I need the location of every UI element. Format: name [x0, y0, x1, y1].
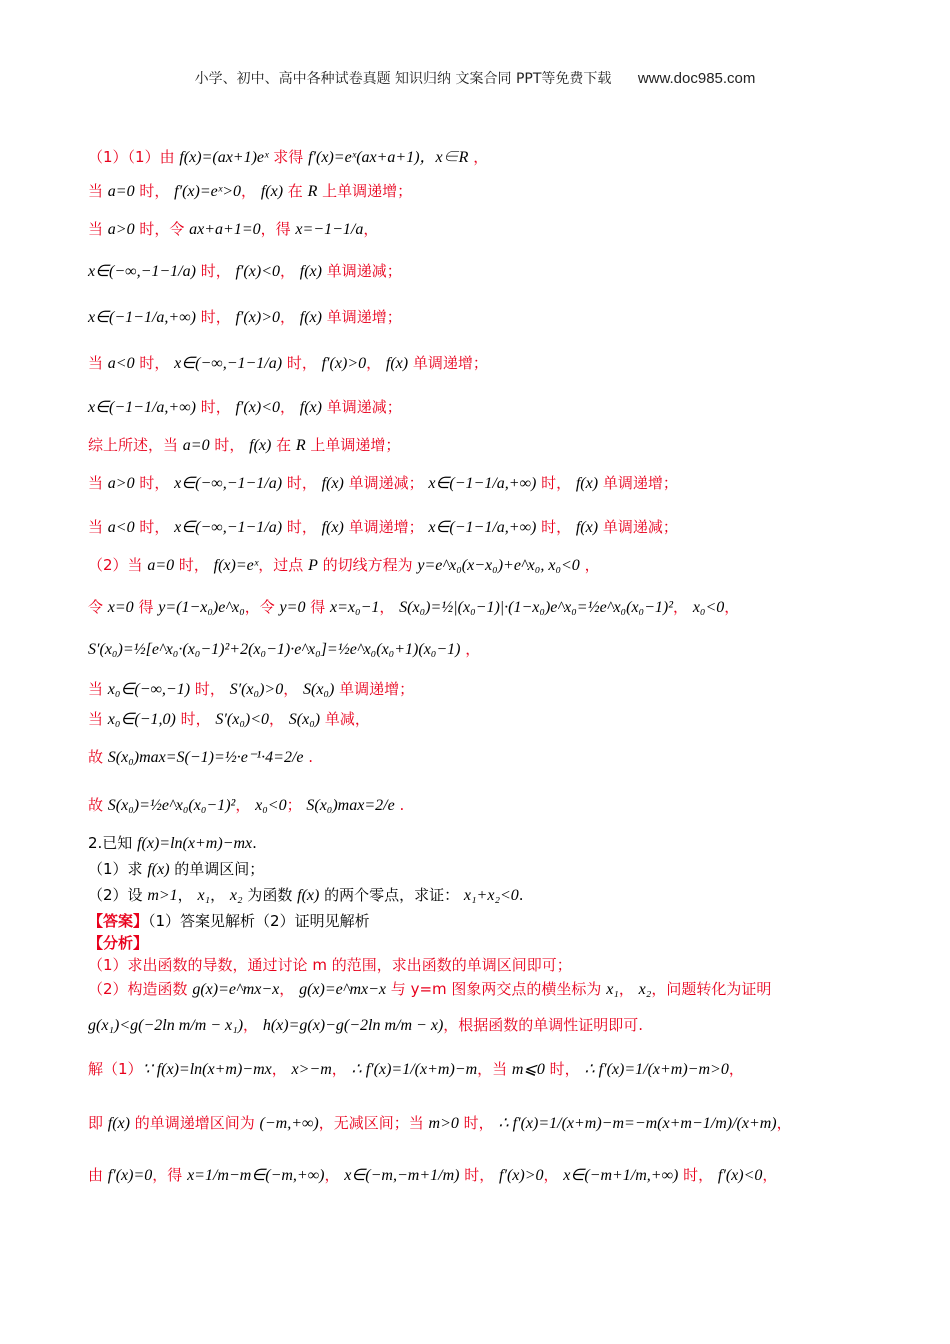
math-expression: a<0	[107, 519, 135, 536]
math-expression: f(x)	[297, 887, 320, 904]
solution-text: ，	[460, 640, 481, 658]
math-expression: f(x)	[385, 355, 409, 372]
math-expression: x∈(−1−1/a,+∞)	[428, 519, 537, 536]
solution-text: ，	[579, 556, 600, 574]
solution-text: （1）（1）由	[88, 148, 180, 166]
solution-text: 单调递增；	[321, 308, 402, 326]
math-expression: x∈(−m+1/m,+∞)	[563, 1167, 679, 1184]
text-line	[88, 596, 850, 619]
solution-text: 与	[386, 980, 411, 998]
solution-text: .	[303, 748, 314, 766]
solution-text: ，	[379, 598, 400, 616]
math-expression: f′(x)=0	[107, 1167, 153, 1184]
solution-text: 图象两交点的横坐标为	[446, 980, 607, 998]
solution-text: （1）求出函数的导数，通过讨论	[88, 956, 313, 974]
text-line	[88, 932, 850, 954]
math-expression: f(x)	[249, 437, 272, 454]
text-line	[88, 638, 850, 661]
math-expression: f(x)	[147, 861, 170, 878]
solution-text: （2）当	[88, 556, 148, 574]
page-header	[0, 68, 950, 88]
solution-text: 当	[88, 680, 108, 698]
math-expression: x₂	[638, 981, 652, 998]
problem-text: 为函数	[242, 886, 298, 904]
math-expression: g(x₁)<g(−2ln m/m − x₁)	[88, 1017, 244, 1034]
math-expression: S(x₀)=½|(x₀−1)|·(1−x₀)e^x₀=½e^x₀(x₀−1)²	[399, 599, 674, 616]
solution-text: （2）构造函数	[88, 980, 193, 998]
solution-text: ，	[269, 710, 289, 728]
math-expression: x₀∈(−1,0)	[107, 711, 176, 728]
solution-text: ，过点	[258, 556, 309, 574]
problem-text: （1）答案见解析（2）证明见解析	[148, 912, 370, 930]
text-line	[88, 910, 850, 932]
solution-text: 上单调递增；	[317, 182, 413, 200]
math-expression: x>−m	[291, 1061, 332, 1078]
solution-text: 单调递减；	[321, 398, 402, 416]
math-expression: x₀<0	[692, 599, 725, 616]
solution-text: 当	[88, 710, 108, 728]
math-expression: f(x)	[321, 519, 344, 536]
solution-text: 时，	[195, 308, 236, 326]
solution-text: 时，	[134, 474, 175, 492]
problem-text: .	[252, 834, 257, 852]
solution-text: 时，	[195, 398, 236, 416]
problem-text: （1）求	[88, 860, 148, 878]
solution-text: 时，	[282, 518, 322, 536]
solution-text: 时，	[134, 182, 175, 200]
math-expression: x₁	[606, 981, 619, 998]
solution-text: 单调递增；	[408, 354, 488, 372]
math-expression: x∈(−1−1/a,+∞)	[88, 309, 196, 326]
solution-text: ，	[243, 1016, 263, 1034]
math-expression: ∴ f′(x)=1/(x+m)−m=−m(x+m−1/m)/(x+m)	[498, 1115, 777, 1132]
text-line	[88, 954, 850, 976]
math-expression: f′(x)>0	[235, 309, 280, 326]
solution-text: 即	[88, 1114, 108, 1132]
solution-text: ，问题转化为证明	[651, 980, 772, 998]
solution-text: 时，	[282, 474, 322, 492]
math-expression: f(x)=ln(x+m)−mx	[137, 835, 253, 852]
text-line	[88, 260, 850, 283]
math-expression: ∴ f′(x)=1/(x+m)−m>0	[584, 1061, 729, 1078]
solution-text: 时，	[175, 710, 216, 728]
solution-text: ，	[279, 262, 300, 280]
math-expression: P	[308, 557, 318, 574]
math-expression: S(x₀)max=2/e	[306, 797, 395, 814]
math-expression: f(x)	[321, 475, 344, 492]
solution-text: ，	[673, 598, 693, 616]
solution-text: 的切线方程为	[317, 556, 418, 574]
text-line	[88, 1014, 850, 1037]
text-line	[88, 1164, 850, 1187]
math-expression: a=0	[107, 183, 135, 200]
math-expression: S(x₀)	[288, 711, 321, 728]
solution-text: ，	[235, 796, 256, 814]
solution-text: m	[312, 956, 327, 974]
solution-text: ，	[468, 148, 489, 166]
solution-text: 在	[271, 436, 296, 454]
text-line	[88, 746, 850, 769]
solution-text: 单调递增；	[343, 518, 429, 536]
text-line	[88, 794, 850, 817]
math-expression: S′(x₀)<0	[215, 711, 270, 728]
solution-text: ，	[543, 1166, 564, 1184]
math-expression: h(x)=g(x)−g(−2ln m/m − x)	[262, 1017, 444, 1034]
problem-text: （2）设	[88, 886, 148, 904]
math-expression: a=0	[147, 557, 175, 574]
math-expression: x=0	[107, 599, 134, 616]
solution-text: 时，	[536, 474, 576, 492]
solution-text: 当	[88, 474, 108, 492]
math-expression: f′(x)>0	[321, 355, 367, 372]
solution-text: y=m	[410, 980, 447, 998]
solution-text: ，	[776, 1114, 792, 1132]
solution-text: ，	[279, 398, 300, 416]
math-expression: x=1/m−m∈(−m,+∞)	[187, 1167, 325, 1184]
solution-text: ，	[279, 308, 300, 326]
text-line	[88, 472, 850, 495]
solution-text: 时，	[458, 1114, 499, 1132]
text-line	[88, 146, 850, 169]
math-expression: f′(x)=eˣ(ax+a+1)，x∈R	[308, 149, 469, 166]
solution-text: ，根据函数的单调性证明即可.	[443, 1016, 644, 1034]
text-line	[88, 352, 850, 375]
section-label: 【答案】	[88, 912, 149, 930]
solution-text: .	[394, 796, 405, 814]
math-expression: f(x)	[107, 1115, 130, 1132]
solution-text: 由	[88, 1166, 108, 1184]
math-expression: (−m,+∞)	[259, 1115, 319, 1132]
solution-text: ，令	[244, 598, 280, 616]
solution-text: 当	[88, 354, 108, 372]
solution-text: 时，	[190, 680, 230, 698]
section-label: 【分析】	[88, 934, 149, 952]
solution-text: 单调递增；	[334, 680, 415, 698]
math-expression: f(x)=eˣ	[213, 557, 259, 574]
solution-text: ，	[331, 1060, 352, 1078]
math-expression: x₂	[229, 887, 243, 904]
math-expression: x=−1−1/a	[295, 221, 364, 238]
math-expression: ∴ f′(x)=1/(x+m)−m	[351, 1061, 478, 1078]
text-line	[88, 396, 850, 419]
solution-text: 时，	[195, 262, 236, 280]
math-expression: S(x₀)=½e^x₀(x₀−1)²	[107, 797, 236, 814]
solution-text: ，	[618, 980, 639, 998]
solution-text: ，	[363, 220, 379, 238]
math-expression: y=(1−x₀)e^x₀	[158, 599, 245, 616]
solution-text: 时，令	[134, 220, 190, 238]
solution-text: 解（1）	[88, 1060, 143, 1078]
math-expression: x∈(−1−1/a,+∞)	[88, 399, 196, 416]
text-line	[88, 516, 850, 539]
math-expression: a>0	[107, 221, 135, 238]
solution-text: 故	[88, 796, 108, 814]
math-expression: S(x₀)max=S(−1)=½·e⁻¹·4=2/e	[107, 749, 304, 766]
math-expression: g(x)=e^mx−x	[192, 981, 280, 998]
math-expression: x∈(−∞,−1−1/a)	[174, 475, 283, 492]
problem-text: ，	[177, 886, 198, 904]
solution-text: ，	[728, 1060, 744, 1078]
problem-text: ，	[210, 886, 230, 904]
solution-text: 时，	[536, 518, 576, 536]
text-line	[88, 554, 850, 577]
math-expression: y=0	[279, 599, 306, 616]
math-expression: y=e^x₀(x−x₀)+e^x₀, x₀<0	[417, 557, 580, 574]
problem-text: .	[518, 886, 524, 904]
solution-text: 时，	[282, 354, 322, 372]
solution-text: ，	[279, 980, 300, 998]
text-line	[88, 678, 850, 701]
solution-text: 得	[133, 598, 159, 616]
problem-text: 2.已知	[88, 834, 138, 852]
text-line	[88, 978, 850, 1001]
solution-text: 单调递减；	[598, 518, 678, 536]
solution-text: 时，	[134, 354, 175, 372]
math-expression: ∵ f(x)=ln(x+m)−mx	[142, 1061, 272, 1078]
text-line	[88, 434, 850, 457]
math-expression: f′(x)<0	[235, 399, 280, 416]
text-line	[88, 306, 850, 329]
math-expression: x∈(−1−1/a,+∞)	[428, 475, 537, 492]
problem-text: 的两个零点，求证：	[319, 886, 464, 904]
text-line	[88, 218, 850, 241]
solution-text: ，	[283, 680, 303, 698]
math-expression: x∈(−∞,−1−1/a)	[88, 263, 196, 280]
solution-text: 时，	[174, 556, 214, 574]
math-expression: x₁+x₂<0	[463, 887, 519, 904]
solution-text: 时，	[134, 518, 175, 536]
solution-text: 的单调递增区间为	[129, 1114, 260, 1132]
math-expression: S(x₀)	[303, 681, 335, 698]
math-expression: f(x)	[299, 263, 322, 280]
solution-text: 的范围，求出函数的单调区间即可；	[326, 956, 572, 974]
solution-text: 在	[283, 182, 308, 200]
solution-text: 故	[88, 748, 108, 766]
solution-text: 得	[305, 598, 330, 616]
solution-text: 时，	[459, 1166, 499, 1184]
solution-text: 单调递增；	[598, 474, 678, 492]
solution-text: ，得	[260, 220, 296, 238]
solution-text: ，	[271, 1060, 292, 1078]
solution-text: ，当	[477, 1060, 512, 1078]
math-expression: f′(x)>0	[499, 1167, 544, 1184]
math-expression: g(x)=e^mx−x	[299, 981, 387, 998]
math-expression: S′(x₀)>0	[229, 681, 284, 698]
math-expression: m⩽0	[511, 1061, 545, 1078]
text-line	[88, 1112, 850, 1135]
math-expression: f(x)	[575, 519, 599, 536]
math-expression: a=0	[182, 437, 210, 454]
math-expression: x∈(−∞,−1−1/a)	[174, 519, 283, 536]
math-expression: a<0	[107, 355, 135, 372]
solution-text: 综上所述，当	[88, 436, 183, 454]
math-expression: f(x)	[260, 183, 284, 200]
math-expression: x₀<0	[255, 797, 287, 814]
problem-text: 的单调区间；	[169, 860, 265, 878]
text-line	[88, 1058, 850, 1081]
math-expression: R	[295, 437, 306, 454]
solution-text: ；	[286, 796, 307, 814]
math-expression: f′(x)=eˣ>0	[174, 183, 242, 200]
solution-text: 单调递减；	[343, 474, 429, 492]
math-expression: f(x)	[299, 309, 322, 326]
solution-text: ，	[724, 598, 740, 616]
header-site-link[interactable]: www.doc985.com	[637, 70, 756, 87]
math-expression: ax+a+1=0	[189, 221, 261, 238]
solution-text: ，无减区间；当	[318, 1114, 429, 1132]
math-expression: f(x)	[299, 399, 322, 416]
solution-text: ，	[324, 1166, 345, 1184]
solution-text: 当	[88, 182, 108, 200]
solution-text: 上单调递增；	[305, 436, 401, 454]
math-expression: f′(x)<0	[717, 1167, 763, 1184]
text-line	[88, 708, 850, 731]
solution-text: 单调递减；	[321, 262, 402, 280]
text-line	[88, 884, 850, 907]
text-line	[88, 858, 850, 881]
solution-text: 时，	[544, 1060, 585, 1078]
solution-text: 时，	[678, 1166, 718, 1184]
math-expression: m>1	[147, 887, 178, 904]
math-expression: f(x)=(ax+1)eˣ	[179, 149, 269, 166]
math-expression: x∈(−m,−m+1/m)	[344, 1167, 460, 1184]
math-expression: f(x)	[575, 475, 599, 492]
math-expression: a>0	[107, 475, 135, 492]
math-expression: x₀∈(−∞,−1)	[107, 681, 191, 698]
solution-text: 求得	[268, 148, 309, 166]
solution-text: 单减，	[320, 710, 370, 728]
solution-text: 令	[88, 598, 108, 616]
math-expression: m>0	[428, 1115, 459, 1132]
math-expression: f′(x)<0	[235, 263, 280, 280]
solution-text: ，	[241, 182, 261, 200]
solution-text: ，	[366, 354, 386, 372]
math-expression: R	[307, 183, 318, 200]
math-expression: x∈(−∞,−1−1/a)	[174, 355, 283, 372]
header-text: 小学、初中、高中各种试卷真题 知识归纳 文案合同 PPT等免费下载	[194, 71, 612, 87]
math-expression: S′(x₀)=½[e^x₀·(x₀−1)²+2(x₀−1)·e^x₀]=½e^x₀(x₀+1)(x₀−1)	[88, 641, 461, 658]
solution-text: ，得	[152, 1166, 188, 1184]
solution-text: 时，	[209, 436, 250, 454]
text-line	[88, 180, 850, 203]
solution-text: ，	[762, 1166, 778, 1184]
solution-text: 当	[88, 220, 108, 238]
solution-text: 当	[88, 518, 108, 536]
math-expression: x=x₀−1	[330, 599, 380, 616]
text-line	[88, 832, 850, 855]
math-expression: x₁	[197, 887, 211, 904]
